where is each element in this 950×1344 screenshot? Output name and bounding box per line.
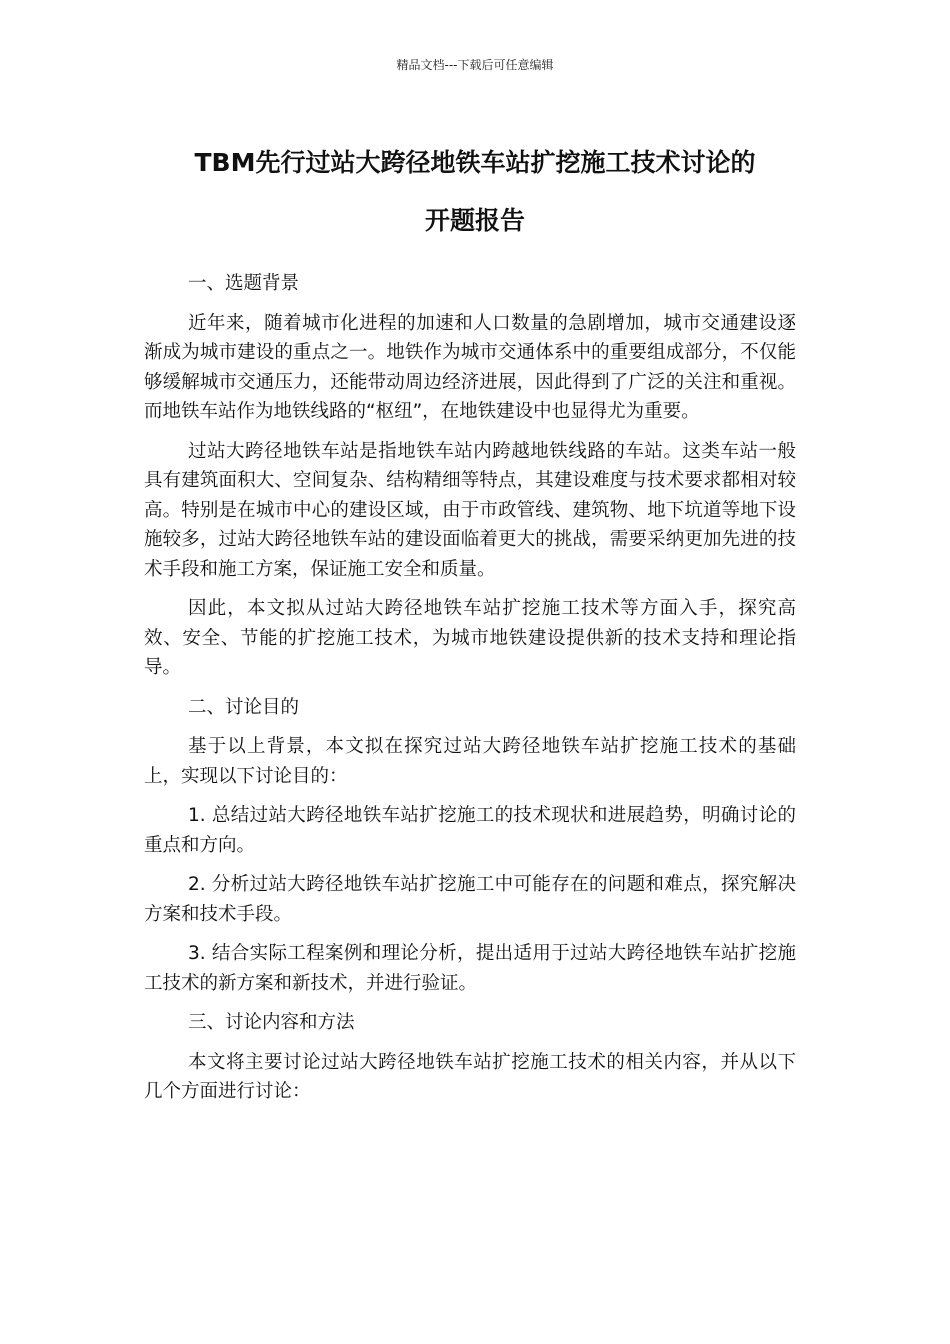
title-line-1: TBM先行过站大跨径地铁车站扩挖施工技术讨论的 [194,148,756,177]
section-heading-background: 一、选题背景 [188,273,300,294]
paragraph: 过站大跨径地铁车站是指地铁车站内跨越地铁线路的车站。这类车站一般具有建筑面积大、空间复杂、结构精细等特点，其建设难度与技术要求都相对较高。特别是在城市中心的建设区域，由于市政管线、建筑物、地下坑道等地下设施较多，过站大跨径地铁车站的建设面临着更大的挑战，需要采纳更加先进的技术手段和施工方案，保证施工安全和质量。 [144,440,796,580]
list-item: 1. 总结过站大跨径地铁车站扩挖施工的技术现状和进展趋势，明确讨论的重点和方向。 [144,805,796,856]
document-title [120,134,830,250]
paragraph: 因此，本文拟从过站大跨径地铁车站扩挖施工技术等方面入手，探究高效、安全、节能的扩挖施工技术，为城市地铁建设提供新的技术支持和理论指导。 [144,598,796,678]
section-heading-content-methods: 三、讨论内容和方法 [188,1012,355,1033]
list-item: 3. 结合实际工程案例和理论分析，提出适用于过站大跨径地铁车站扩挖施工技术的新方案和新技术，并进行验证。 [144,943,796,994]
section-heading-purpose: 二、讨论目的 [188,696,300,718]
page-header: 精品文档---下载后可任意编辑 [396,58,554,72]
list-item: 2. 分析过站大跨径地铁车站扩挖施工中可能存在的问题和难点，探究解决方案和技术手段。 [144,874,796,925]
document-body [144,269,796,1117]
paragraph: 基于以上背景，本文拟在探究过站大跨径地铁车站扩挖施工技术的基础上，实现以下讨论目的： [144,736,796,787]
paragraph: 本文将主要讨论过站大跨径地铁车站扩挖施工技术的相关内容，并从以下几个方面进行讨论： [144,1051,796,1102]
paragraph: 近年来，随着城市化进程的加速和人口数量的急剧增加，城市交通建设逐渐成为城市建设的重点之一。地铁作为城市交通体系中的重要组成部分，不仅能够缓解城市交通压力，还能带动周边经济进展，因此得到了广泛的关注和重视。而地铁车站作为地铁线路的“枢纽”，在地铁建设中也显得尤为重要。 [144,312,796,422]
title-line-2: 开题报告 [424,206,525,235]
